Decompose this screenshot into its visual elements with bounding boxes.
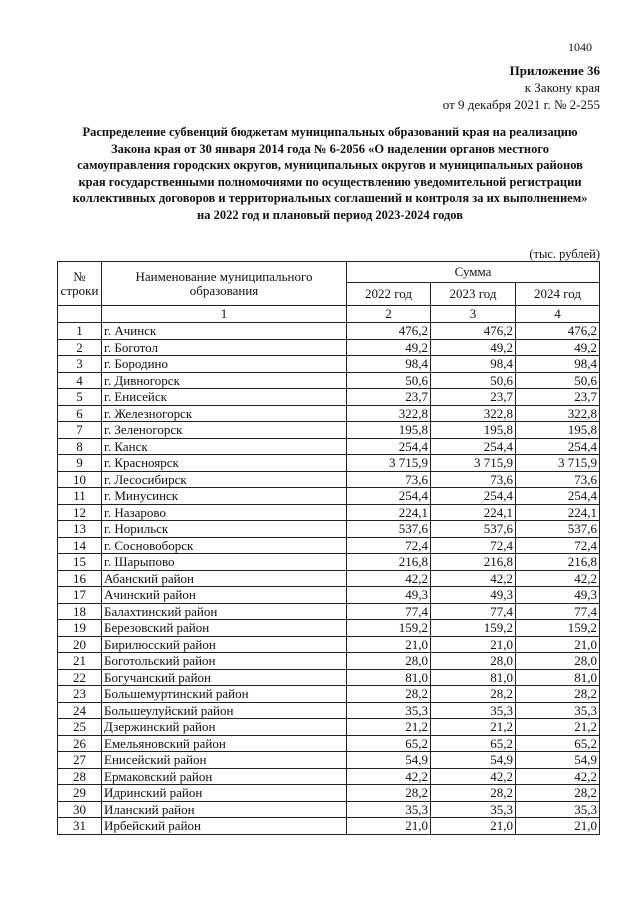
sum-2024-cell: 42,2 [516,570,600,587]
title-line: коллективных договоров и территориальных соглашений и контроля за их выполнением» [72,191,588,206]
table-row [58,455,600,472]
row-number-cell: 18 [58,603,102,620]
table-row [58,372,600,389]
sum-2023-cell: 21,0 [431,818,516,835]
row-number-cell: 31 [58,818,102,835]
table-row [58,636,600,653]
row-number-cell: 13 [58,521,102,538]
sum-2024-cell: 73,6 [516,471,600,488]
row-number-cell: 20 [58,636,102,653]
table-row [58,422,600,439]
table-row [58,752,600,769]
sum-2023-cell: 81,0 [431,669,516,686]
sum-2023-cell: 77,4 [431,603,516,620]
sum-2022-cell: 28,2 [347,785,431,802]
sum-2022-cell: 35,3 [347,702,431,719]
row-number-cell: 9 [58,455,102,472]
sum-2024-cell: 72,4 [516,537,600,554]
table-row [58,735,600,752]
table-row [58,768,600,785]
municipality-name-cell: г. Енисейск [102,389,347,406]
title-line: Закона края от 30 января 2014 года № 6-2056 «О наделении органов местного [111,141,549,156]
header-year-2024: 2024 год [516,283,600,306]
table-row [58,389,600,406]
municipality-name-cell: г. Ачинск [102,323,347,340]
sum-2023-cell: 98,4 [431,356,516,373]
title-line: на 2022 год и плановый период 2023-2024 годов [197,207,463,222]
municipality-name-cell: Ермаковский район [102,768,347,785]
municipality-name-cell: г. Лесосибирск [102,471,347,488]
sum-2024-cell: 3 715,9 [516,455,600,472]
row-number-cell: 14 [58,537,102,554]
sum-2024-cell: 65,2 [516,735,600,752]
sum-2023-cell: 35,3 [431,801,516,818]
municipality-name-cell: Дзержинский район [102,719,347,736]
municipality-name-cell: Большемуртинский район [102,686,347,703]
table-row [58,785,600,802]
row-number-cell: 11 [58,488,102,505]
sum-2024-cell: 21,2 [516,719,600,736]
table-row [58,438,600,455]
sum-2023-cell: 50,6 [431,372,516,389]
table-row [58,801,600,818]
sum-2023-cell: 23,7 [431,389,516,406]
header-row-number: № строки [58,262,102,306]
row-number-cell: 26 [58,735,102,752]
page-number: 1040 [568,40,592,54]
table-row [58,554,600,571]
sum-2023-cell: 73,6 [431,471,516,488]
sum-2024-cell: 476,2 [516,323,600,340]
header-municipality-name: Наименование муниципального образования [102,262,347,306]
row-number-cell: 21 [58,653,102,670]
table-row [58,405,600,422]
sum-2022-cell: 81,0 [347,669,431,686]
sum-2023-cell: 28,2 [431,686,516,703]
sum-2024-cell: 81,0 [516,669,600,686]
header-sum: Сумма [347,262,600,283]
sum-2023-cell: 254,4 [431,488,516,505]
sum-2023-cell: 42,2 [431,570,516,587]
appendix-title: Приложение 36 [509,63,600,78]
sum-2022-cell: 322,8 [347,405,431,422]
sum-2022-cell: 254,4 [347,488,431,505]
sum-2022-cell: 49,2 [347,339,431,356]
sum-2023-cell: 195,8 [431,422,516,439]
table-row [58,356,600,373]
municipality-name-cell: Емельяновский район [102,735,347,752]
table-row [58,504,600,521]
table-row [58,488,600,505]
header-col-index: 4 [516,306,600,323]
municipality-name-cell: Боготольский район [102,653,347,670]
sum-2022-cell: 224,1 [347,504,431,521]
municipality-name-cell: Енисейский район [102,752,347,769]
sum-2024-cell: 254,4 [516,438,600,455]
municipality-name-cell: Бирилюсский район [102,636,347,653]
table-body [58,323,600,835]
sum-2024-cell: 28,0 [516,653,600,670]
subvention-table [57,261,600,835]
sum-2023-cell: 42,2 [431,768,516,785]
row-number-cell: 25 [58,719,102,736]
municipality-name-cell: Богучанский район [102,669,347,686]
row-number-cell: 29 [58,785,102,802]
sum-2024-cell: 21,0 [516,818,600,835]
row-number-cell: 2 [58,339,102,356]
row-number-cell: 1 [58,323,102,340]
municipality-name-cell: Идринский район [102,785,347,802]
title-line: самоуправления городских округов, муниципальных округов и муниципальных районов [77,158,583,173]
table-row [58,669,600,686]
row-number-cell: 30 [58,801,102,818]
table-row [58,620,600,637]
municipality-name-cell: Иланский район [102,801,347,818]
header-col-index: 3 [431,306,516,323]
sum-2022-cell: 159,2 [347,620,431,637]
sum-2024-cell: 216,8 [516,554,600,571]
row-number-cell: 12 [58,504,102,521]
row-number-cell: 6 [58,405,102,422]
table-row [58,537,600,554]
header-col-index [58,306,102,323]
table-row [58,570,600,587]
sum-2024-cell: 35,3 [516,702,600,719]
row-number-cell: 16 [58,570,102,587]
sum-2022-cell: 3 715,9 [347,455,431,472]
sum-2023-cell: 65,2 [431,735,516,752]
sum-2022-cell: 21,2 [347,719,431,736]
sum-2024-cell: 35,3 [516,801,600,818]
row-number-cell: 7 [58,422,102,439]
sum-2023-cell: 49,3 [431,587,516,604]
municipality-name-cell: Большеулуйский район [102,702,347,719]
sum-2023-cell: 49,2 [431,339,516,356]
sum-2024-cell: 537,6 [516,521,600,538]
municipality-name-cell: Балахтинский район [102,603,347,620]
sum-2023-cell: 254,4 [431,438,516,455]
sum-2022-cell: 21,0 [347,818,431,835]
sum-2022-cell: 73,6 [347,471,431,488]
municipality-name-cell: г. Железногорск [102,405,347,422]
sum-2024-cell: 98,4 [516,356,600,373]
sum-2022-cell: 254,4 [347,438,431,455]
sum-2022-cell: 21,0 [347,636,431,653]
sum-2022-cell: 42,2 [347,768,431,785]
sum-2023-cell: 72,4 [431,537,516,554]
row-number-cell: 8 [58,438,102,455]
sum-2023-cell: 216,8 [431,554,516,571]
row-number-cell: 4 [58,372,102,389]
sum-2023-cell: 28,0 [431,653,516,670]
sum-2022-cell: 476,2 [347,323,431,340]
sum-2023-cell: 224,1 [431,504,516,521]
table-row [58,339,600,356]
sum-2023-cell: 35,3 [431,702,516,719]
table-row [58,587,600,604]
title-line: края государственными полномочиями по осуществлению уведомительной регистрации [78,174,582,189]
row-number-cell: 27 [58,752,102,769]
sum-2024-cell: 195,8 [516,422,600,439]
appendix-date: от 9 декабря 2021 г. № 2-255 [442,97,600,112]
row-number-cell: 15 [58,554,102,571]
row-number-cell: 28 [58,768,102,785]
header-year-2023: 2023 год [431,283,516,306]
municipality-name-cell: г. Канск [102,438,347,455]
sum-2024-cell: 28,2 [516,686,600,703]
sum-2022-cell: 28,2 [347,686,431,703]
sum-2023-cell: 322,8 [431,405,516,422]
municipality-name-cell: г. Норильск [102,521,347,538]
table-row [58,653,600,670]
municipality-name-cell: Абанский район [102,570,347,587]
municipality-name-cell: г. Минусинск [102,488,347,505]
sum-2024-cell: 42,2 [516,768,600,785]
table-row [58,603,600,620]
units-label: (тыс. рублей) [529,247,600,261]
appendix-block [443,62,600,113]
sum-2022-cell: 216,8 [347,554,431,571]
header-col-index: 1 [102,306,347,323]
appendix-law-ref: к Закону края [524,80,600,95]
table-row [58,686,600,703]
sum-2024-cell: 159,2 [516,620,600,637]
sum-2024-cell: 28,2 [516,785,600,802]
sum-2023-cell: 21,0 [431,636,516,653]
sum-2023-cell: 159,2 [431,620,516,637]
sum-2022-cell: 537,6 [347,521,431,538]
sum-2022-cell: 195,8 [347,422,431,439]
sum-2022-cell: 72,4 [347,537,431,554]
municipality-name-cell: г. Зеленогорск [102,422,347,439]
municipality-name-cell: г. Назарово [102,504,347,521]
sum-2024-cell: 322,8 [516,405,600,422]
row-number-cell: 5 [58,389,102,406]
sum-2022-cell: 77,4 [347,603,431,620]
sum-2022-cell: 28,0 [347,653,431,670]
sum-2023-cell: 28,2 [431,785,516,802]
municipality-name-cell: г. Бородино [102,356,347,373]
row-number-cell: 22 [58,669,102,686]
sum-2023-cell: 3 715,9 [431,455,516,472]
municipality-name-cell: Березовский район [102,620,347,637]
sum-2024-cell: 54,9 [516,752,600,769]
sum-2022-cell: 23,7 [347,389,431,406]
sum-2022-cell: 42,2 [347,570,431,587]
municipality-name-cell: г. Красноярск [102,455,347,472]
row-number-cell: 23 [58,686,102,703]
municipality-name-cell: г. Боготол [102,339,347,356]
row-number-cell: 3 [58,356,102,373]
municipality-name-cell: г. Дивногорск [102,372,347,389]
table-row [58,702,600,719]
sum-2024-cell: 224,1 [516,504,600,521]
sum-2023-cell: 54,9 [431,752,516,769]
sum-2024-cell: 49,3 [516,587,600,604]
municipality-name-cell: г. Шарыпово [102,554,347,571]
header-col-index: 2 [347,306,431,323]
sum-2022-cell: 65,2 [347,735,431,752]
sum-2022-cell: 54,9 [347,752,431,769]
sum-2023-cell: 537,6 [431,521,516,538]
sum-2024-cell: 21,0 [516,636,600,653]
table-row [58,818,600,835]
row-number-cell: 10 [58,471,102,488]
municipality-name-cell: г. Сосновоборск [102,537,347,554]
row-number-cell: 17 [58,587,102,604]
sum-2022-cell: 35,3 [347,801,431,818]
title-line: Распределение субвенций бюджетам муниципальных образований края на реализацию [82,125,578,139]
table-row [58,521,600,538]
sum-2022-cell: 98,4 [347,356,431,373]
sum-2024-cell: 23,7 [516,389,600,406]
table-row [58,471,600,488]
sum-2022-cell: 50,6 [347,372,431,389]
sum-2024-cell: 50,6 [516,372,600,389]
sum-2024-cell: 49,2 [516,339,600,356]
document-title [52,124,608,224]
table-row [58,323,600,340]
sum-2023-cell: 476,2 [431,323,516,340]
table-row [58,719,600,736]
row-number-cell: 24 [58,702,102,719]
sum-2022-cell: 49,3 [347,587,431,604]
municipality-name-cell: Ирбейский район [102,818,347,835]
municipality-name-cell: Ачинский район [102,587,347,604]
header-year-2022: 2022 год [347,283,431,306]
sum-2023-cell: 21,2 [431,719,516,736]
sum-2024-cell: 77,4 [516,603,600,620]
sum-2024-cell: 254,4 [516,488,600,505]
row-number-cell: 19 [58,620,102,637]
